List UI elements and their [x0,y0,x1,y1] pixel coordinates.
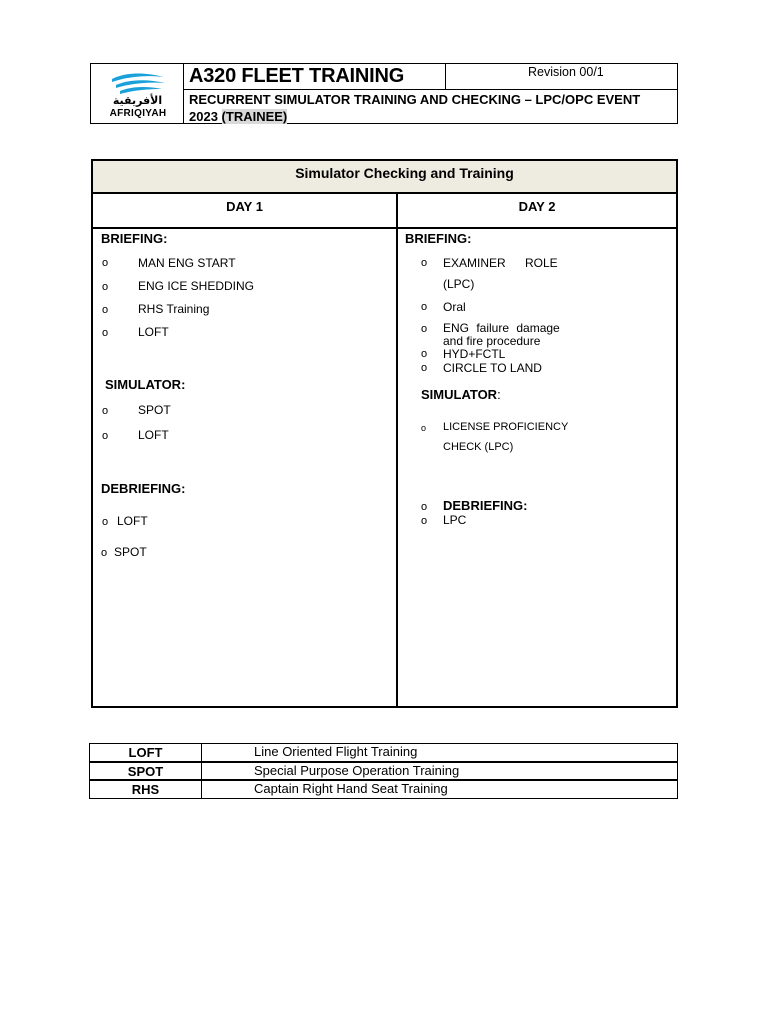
table-header [93,161,676,194]
day2-briefing-item: (LPC) [443,277,475,291]
fleet-title: A320 FLEET TRAINING [189,65,405,87]
day2-briefing-item: Oral [443,300,466,314]
logo-arabic-text: الأفريقية [112,94,163,107]
bullet-icon: o [102,281,109,293]
day1-briefing-label: BRIEFING: [101,231,168,246]
bullet-icon: o [102,304,109,316]
document-subtitle [189,91,677,125]
day1-heading: DAY 1 [226,199,263,214]
day1-debriefing-item: SPOT [114,545,147,559]
training-schedule-table [91,159,678,708]
day2-simulator-colon: : [497,387,501,402]
day1-briefing-item: MAN ENG START [138,256,236,270]
document-header [90,63,678,124]
abbr-value: Special Purpose Operation Training [254,763,460,778]
day2-briefing-item: ROLE [525,256,558,270]
day2-debriefing-item: LPC [443,513,467,527]
day2-simulator-label: SIMULATOR [421,387,498,402]
day1-briefing-item: RHS Training [138,302,210,316]
bullet-icon: o [101,547,108,559]
bullet-icon: o [102,327,109,339]
bullet-icon: o [102,405,109,417]
day2-briefing-item: CIRCLE TO LAND [443,361,542,375]
bullet-icon: o [421,501,428,513]
day2-simulator-item: CHECK (LPC) [443,441,514,453]
bullet-icon: o [421,362,428,374]
column-divider [201,744,202,798]
abbr-key: SPOT [127,764,164,779]
divider [184,89,678,90]
logo-text: AFRIQIYAH [109,108,167,119]
day2-briefing-item: EXAMINER [443,256,506,270]
column-divider [396,194,398,706]
day2-heading: DAY 2 [518,199,556,214]
abbr-value: Line Oriented Flight Training [254,744,418,759]
day2-debriefing-label: DEBRIEFING: [443,498,528,513]
bullet-icon: o [102,430,109,442]
abbr-value: Captain Right Hand Seat Training [254,781,448,796]
logo-cell [91,64,184,123]
day2-simulator-item: LICENSE PROFICIENCY [443,421,569,433]
day2-briefing-item: ENG failure damage [443,321,560,335]
revision-cell [446,64,677,89]
subtitle-year: 2023 [189,109,222,124]
abbr-key: LOFT [128,745,163,760]
day1-simulator-item: LOFT [138,428,169,442]
bullet-icon: o [421,323,428,335]
day1-briefing-item: LOFT [138,325,169,339]
day1-simulator-label: SIMULATOR: [105,377,186,392]
bullet-icon: o [102,257,109,269]
day2-briefing-label: BRIEFING: [405,231,472,246]
subtitle-trainee: (TRAINEE) [221,109,288,124]
bullet-icon: o [102,516,109,528]
abbreviations-table [89,743,678,799]
revision-label: Revision 00/1 [528,65,604,79]
bullet-icon: o [421,257,428,269]
day1-debriefing-label: DEBRIEFING: [101,481,186,496]
subtitle-line1: RECURRENT SIMULATOR TRAINING AND CHECKING – LPC/OPC EVENT [189,92,641,107]
abbr-key: RHS [131,782,160,797]
bullet-icon: o [421,515,428,527]
day2-briefing-item: HYD+FCTL [443,347,506,361]
day1-simulator-item: SPOT [138,403,171,417]
day2-simulator-heading [421,387,501,402]
divider [93,227,676,229]
day1-briefing-item: ENG ICE SHEDDING [138,279,255,293]
bullet-icon: o [421,348,428,360]
day2-briefing-item: and fire procedure [443,334,541,348]
table-title: Simulator Checking and Training [295,165,514,181]
afriqiyah-logo-icon [108,70,168,96]
bullet-icon: o [421,301,428,313]
bullet-icon: o [421,423,427,433]
day1-debriefing-item: LOFT [117,514,148,528]
